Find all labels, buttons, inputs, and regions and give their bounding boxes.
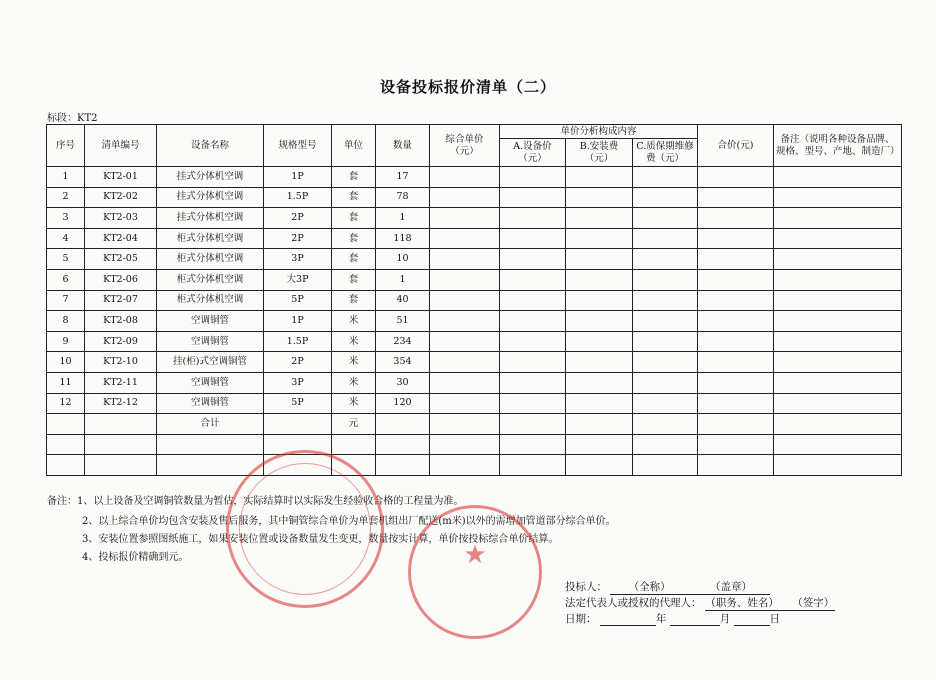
cell-name: 挂式分体机空调 <box>157 187 264 208</box>
header-unit: 单位 <box>332 125 376 167</box>
cell-b[interactable] <box>566 167 633 188</box>
cell-total[interactable] <box>698 372 774 393</box>
cell-unit_price[interactable] <box>430 249 500 270</box>
section-label: 标段：KT2 <box>47 113 98 124</box>
rep-role: （职务、姓名） <box>705 597 779 609</box>
cell-unit: 套 <box>332 187 376 208</box>
cell-seq: 11 <box>47 372 85 393</box>
cell-remark[interactable] <box>774 414 902 435</box>
cell-name: 空调铜管 <box>157 393 264 414</box>
cell-a[interactable] <box>500 372 566 393</box>
cell-seq: 12 <box>47 393 85 414</box>
cell-unit: 套 <box>332 290 376 311</box>
cell-code: KT2-01 <box>85 167 157 188</box>
month-field[interactable] <box>670 613 720 626</box>
cell-qty <box>376 434 430 455</box>
cell-b[interactable] <box>566 434 633 455</box>
cell-spec: 5P <box>264 393 332 414</box>
cell-seq <box>47 455 85 476</box>
cell-qty: 234 <box>376 331 430 352</box>
cell-remark[interactable] <box>774 372 902 393</box>
year-label: 年 <box>655 613 667 625</box>
cell-c[interactable] <box>633 290 698 311</box>
table-row <box>47 331 902 352</box>
cell-remark[interactable] <box>774 331 902 352</box>
cell-b[interactable] <box>566 372 633 393</box>
cell-remark[interactable] <box>774 393 902 414</box>
header-b: B.安装费（元） <box>566 139 633 167</box>
table-row <box>47 393 902 414</box>
cell-unit: 米 <box>332 372 376 393</box>
cell-total[interactable] <box>698 331 774 352</box>
page-title: 设备投标报价清单（二） <box>379 78 556 96</box>
cell-c[interactable] <box>633 208 698 229</box>
cell-seq: 10 <box>47 352 85 373</box>
cell-code <box>85 434 157 455</box>
cell-name: 空调铜管 <box>157 311 264 332</box>
cell-b[interactable] <box>566 187 633 208</box>
cell-code <box>85 455 157 476</box>
cell-spec: 3P <box>264 372 332 393</box>
cell-unit: 套 <box>332 208 376 229</box>
day-field[interactable] <box>734 613 770 626</box>
table-row <box>47 167 902 188</box>
table-row <box>47 269 902 290</box>
cell-spec: 3P <box>264 249 332 270</box>
cell-spec: 5P <box>264 290 332 311</box>
cell-a[interactable] <box>500 208 566 229</box>
cell-qty <box>376 414 430 435</box>
cell-remark[interactable] <box>774 455 902 476</box>
company-seal-stamp <box>226 450 384 608</box>
cell-spec: 1P <box>264 311 332 332</box>
cell-code: KT2-11 <box>85 372 157 393</box>
cell-total[interactable] <box>698 455 774 476</box>
table-row <box>47 455 902 476</box>
header-seq: 序号 <box>47 125 85 167</box>
cell-unit: 米 <box>332 331 376 352</box>
table-row <box>47 228 902 249</box>
cell-code: KT2-03 <box>85 208 157 229</box>
cell-c[interactable] <box>633 228 698 249</box>
cell-a[interactable] <box>500 414 566 435</box>
cell-name: 空调铜管 <box>157 331 264 352</box>
cell-unit_price[interactable] <box>430 167 500 188</box>
project-seal-stamp <box>408 505 542 639</box>
cell-qty: 1 <box>376 269 430 290</box>
cell-qty: 17 <box>376 167 430 188</box>
header-analysis: 单价分析构成内容 <box>500 125 698 139</box>
cell-qty: 10 <box>376 249 430 270</box>
cell-spec: 2P <box>264 352 332 373</box>
cell-name: 空调铜管 <box>157 372 264 393</box>
cell-c[interactable] <box>633 269 698 290</box>
cell-a[interactable] <box>500 249 566 270</box>
table-row <box>47 208 902 229</box>
cell-qty: 78 <box>376 187 430 208</box>
rep-label: 法定代表人或授权的代理人： <box>565 597 702 609</box>
cell-name <box>157 434 264 455</box>
cell-a[interactable] <box>500 311 566 332</box>
cell-seq <box>47 414 85 435</box>
header-spec: 规格型号 <box>264 125 332 167</box>
cell-unit_price[interactable] <box>430 290 500 311</box>
cell-c[interactable] <box>633 187 698 208</box>
cell-total[interactable] <box>698 228 774 249</box>
cell-remark[interactable] <box>774 208 902 229</box>
cell-unit_price[interactable] <box>430 372 500 393</box>
header-a: A.设备价（元） <box>500 139 566 167</box>
cell-seq: 1 <box>47 167 85 188</box>
cell-a[interactable] <box>500 352 566 373</box>
table-row <box>47 372 902 393</box>
month-label: 月 <box>719 613 731 625</box>
header-total: 合价(元) <box>698 125 774 167</box>
cell-total[interactable] <box>698 311 774 332</box>
cell-c[interactable] <box>633 414 698 435</box>
note-4: 4、投标报价精确到元。 <box>82 552 189 563</box>
cell-name: 挂(柜)式空调铜管 <box>157 352 264 373</box>
representative-line <box>565 595 835 611</box>
cell-total[interactable] <box>698 352 774 373</box>
cell-remark[interactable] <box>774 269 902 290</box>
cell-total[interactable] <box>698 290 774 311</box>
cell-seq: 9 <box>47 331 85 352</box>
cell-qty: 1 <box>376 208 430 229</box>
cell-a[interactable] <box>500 331 566 352</box>
cell-unit_price[interactable] <box>430 187 500 208</box>
cell-name: 挂式分体机空调 <box>157 208 264 229</box>
cell-unit_price[interactable] <box>430 352 500 373</box>
cell-unit: 套 <box>332 167 376 188</box>
cell-total[interactable] <box>698 187 774 208</box>
cell-remark[interactable] <box>774 352 902 373</box>
cell-seq: 8 <box>47 311 85 332</box>
cell-b[interactable] <box>566 311 633 332</box>
table-row <box>47 249 902 270</box>
cell-name: 柜式分体机空调 <box>157 290 264 311</box>
cell-name: 合计 <box>157 414 264 435</box>
cell-spec: 1P <box>264 167 332 188</box>
cell-unit_price[interactable] <box>430 331 500 352</box>
header-unit-price: 综合单价（元） <box>430 125 500 167</box>
cell-code: KT2-10 <box>85 352 157 373</box>
cell-unit: 套 <box>332 228 376 249</box>
cell-remark[interactable] <box>774 290 902 311</box>
cell-a[interactable] <box>500 187 566 208</box>
date-label: 日期： <box>565 613 597 625</box>
quotation-table <box>46 124 902 476</box>
cell-seq: 6 <box>47 269 85 290</box>
cell-remark[interactable] <box>774 311 902 332</box>
year-field[interactable] <box>600 613 656 626</box>
cell-code: KT2-02 <box>85 187 157 208</box>
cell-name: 柜式分体机空调 <box>157 228 264 249</box>
cell-c[interactable] <box>633 249 698 270</box>
cell-name: 柜式分体机空调 <box>157 269 264 290</box>
cell-spec <box>264 414 332 435</box>
bidder-line <box>565 579 770 595</box>
cell-total[interactable] <box>698 393 774 414</box>
cell-b[interactable] <box>566 352 633 373</box>
cell-qty <box>376 455 430 476</box>
cell-c[interactable] <box>633 455 698 476</box>
cell-b[interactable] <box>566 414 633 435</box>
cell-total[interactable] <box>698 167 774 188</box>
cell-unit: 元 <box>332 414 376 435</box>
cell-a[interactable] <box>500 455 566 476</box>
cell-seq: 7 <box>47 290 85 311</box>
cell-unit: 米 <box>332 393 376 414</box>
cell-c[interactable] <box>633 167 698 188</box>
header-name: 设备名称 <box>157 125 264 167</box>
cell-remark[interactable] <box>774 249 902 270</box>
cell-seq: 2 <box>47 187 85 208</box>
cell-a[interactable] <box>500 269 566 290</box>
table-row <box>47 290 902 311</box>
cell-b[interactable] <box>566 208 633 229</box>
cell-total[interactable] <box>698 414 774 435</box>
cell-total[interactable] <box>698 208 774 229</box>
cell-code: KT2-06 <box>85 269 157 290</box>
note-3: 3、安装位置参照图纸施工，如果安装位置或设备数量发生变更，数量按实计算，单价按投标综合单价结算。 <box>82 534 559 545</box>
cell-c[interactable] <box>633 311 698 332</box>
note-1: 备注：1、以上设备及空调铜管数量为暂估，实际结算时以实际发生经验收合格的工程量为准。 <box>47 496 464 507</box>
table-row <box>47 187 902 208</box>
cell-remark[interactable] <box>774 167 902 188</box>
cell-a[interactable] <box>500 393 566 414</box>
cell-code: KT2-12 <box>85 393 157 414</box>
date-line <box>565 611 780 626</box>
cell-unit_price[interactable] <box>430 434 500 455</box>
cell-remark[interactable] <box>774 187 902 208</box>
cell-qty: 120 <box>376 393 430 414</box>
cell-unit: 米 <box>332 352 376 373</box>
cell-unit_price[interactable] <box>430 455 500 476</box>
cell-code: KT2-08 <box>85 311 157 332</box>
seal-star-icon: ★ <box>463 540 487 570</box>
cell-code: KT2-04 <box>85 228 157 249</box>
cell-unit: 套 <box>332 269 376 290</box>
cell-unit_price[interactable] <box>430 414 500 435</box>
cell-seq: 3 <box>47 208 85 229</box>
cell-remark[interactable] <box>774 434 902 455</box>
cell-total[interactable] <box>698 434 774 455</box>
cell-qty: 40 <box>376 290 430 311</box>
cell-seq <box>47 434 85 455</box>
cell-c[interactable] <box>633 434 698 455</box>
cell-unit: 套 <box>332 249 376 270</box>
header-qty: 数量 <box>376 125 430 167</box>
cell-code <box>85 414 157 435</box>
cell-total[interactable] <box>698 249 774 270</box>
cell-unit_price[interactable] <box>430 208 500 229</box>
cell-a[interactable] <box>500 290 566 311</box>
cell-qty: 354 <box>376 352 430 373</box>
cell-a[interactable] <box>500 434 566 455</box>
cell-spec: 2P <box>264 208 332 229</box>
rep-field[interactable] <box>705 595 835 611</box>
cell-unit_price[interactable] <box>430 269 500 290</box>
cell-total[interactable] <box>698 269 774 290</box>
cell-b[interactable] <box>566 393 633 414</box>
bidder-seal: （盖章） <box>710 581 753 593</box>
cell-name: 挂式分体机空调 <box>157 167 264 188</box>
cell-b[interactable] <box>566 290 633 311</box>
cell-qty: 118 <box>376 228 430 249</box>
bidder-fullname: （全称） <box>628 581 671 593</box>
header-code: 清单编号 <box>85 125 157 167</box>
cell-name: 柜式分体机空调 <box>157 249 264 270</box>
cell-c[interactable] <box>633 331 698 352</box>
cell-code: KT2-05 <box>85 249 157 270</box>
table-row <box>47 434 902 455</box>
cell-unit <box>332 434 376 455</box>
cell-a[interactable] <box>500 228 566 249</box>
cell-qty: 51 <box>376 311 430 332</box>
cell-code: KT2-09 <box>85 331 157 352</box>
day-label: 日 <box>769 613 781 625</box>
cell-spec: 1.5P <box>264 331 332 352</box>
cell-unit_price[interactable] <box>430 393 500 414</box>
cell-unit: 米 <box>332 311 376 332</box>
header-remark: 备注（说明各种设备品牌、规格、型号、产地、制造厂） <box>774 125 902 167</box>
rep-sign: （签字） <box>792 597 835 609</box>
table-row <box>47 414 902 435</box>
table-row <box>47 311 902 332</box>
cell-b[interactable] <box>566 331 633 352</box>
cell-a[interactable] <box>500 167 566 188</box>
cell-unit_price[interactable] <box>430 311 500 332</box>
cell-seq: 5 <box>47 249 85 270</box>
cell-spec: 大3P <box>264 269 332 290</box>
cell-qty: 30 <box>376 372 430 393</box>
bidder-label: 投标人： <box>565 581 607 593</box>
table-row <box>47 352 902 373</box>
cell-b[interactable] <box>566 269 633 290</box>
cell-remark[interactable] <box>774 228 902 249</box>
cell-c[interactable] <box>633 393 698 414</box>
cell-spec: 2P <box>264 228 332 249</box>
cell-unit_price[interactable] <box>430 228 500 249</box>
cell-c[interactable] <box>633 372 698 393</box>
cell-b[interactable] <box>566 455 633 476</box>
note-2: 2、以上综合单价均包含安装及售后服务，其中铜管综合单价为单套机组出厂配送(m米)以外的需增加管道部分综合单价。 <box>82 516 616 527</box>
cell-seq: 4 <box>47 228 85 249</box>
cell-code: KT2-07 <box>85 290 157 311</box>
bidder-field[interactable] <box>610 579 770 595</box>
cell-b[interactable] <box>566 249 633 270</box>
cell-b[interactable] <box>566 228 633 249</box>
cell-c[interactable] <box>633 352 698 373</box>
cell-spec: 1.5P <box>264 187 332 208</box>
header-c: C.质保期维修费（元） <box>633 139 698 167</box>
cell-name <box>157 455 264 476</box>
